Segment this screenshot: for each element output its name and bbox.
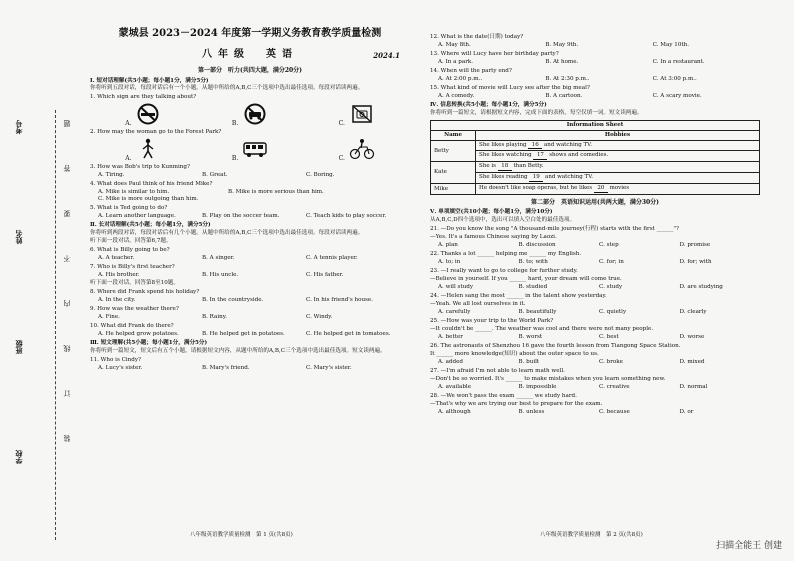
q25-options bbox=[438, 334, 760, 341]
part-1-heading: 第一部分 听力(共四大题，满分20分) bbox=[197, 67, 303, 74]
q7-option-c: C. His father. bbox=[306, 272, 344, 279]
q4-options-row2 bbox=[98, 196, 410, 203]
page-2-footer: 八年级英语教学质量检测 第 2 页(共8页) bbox=[540, 532, 643, 538]
q12-option-b: B. May 9th. bbox=[545, 41, 579, 48]
q9-options bbox=[98, 314, 410, 321]
q10-options bbox=[98, 331, 410, 338]
binding-mark: 线 bbox=[63, 345, 71, 352]
blank-17[interactable]: 17 bbox=[533, 152, 547, 160]
hobby-text: She likes watching bbox=[479, 152, 532, 159]
q1-option-a: A. bbox=[125, 103, 161, 128]
question-21: 21. —Do you know the song "A thousand-mile journey(行程) starts with the first ______"? bbox=[430, 226, 679, 233]
scanner-watermark: 扫描全能王 创建 bbox=[716, 541, 782, 551]
section-2-title: Ⅱ. 长对话理解(共5小题；每小题1分，满分5分) bbox=[90, 222, 211, 229]
section-5-instructions: 从A,B,C,D四个选项中，选出可以填入空白处的最佳选项。 bbox=[430, 217, 576, 224]
question-8: 8. Where did Frank spend his holiday? bbox=[90, 289, 200, 296]
question-22: 22. Thanks a lot ______ helping me ______ my English. bbox=[430, 251, 582, 258]
section-4-instructions: 你将听到一篇短文，请根据短文内容，完成下面的表格，每空仅填一词。短文读两遍。 bbox=[430, 109, 643, 116]
q8-option-a: A. In the city. bbox=[98, 297, 136, 304]
section-3-instructions: 你将听到一篇短文，短文后有五个小题。请根据短文内容，从题中所给的A,B,C三个选项中选出最佳选项。短文读两遍。 bbox=[90, 348, 386, 355]
q15-option-b: B. A cartoon. bbox=[545, 92, 583, 99]
q4-option-c: C. Mike is more outgoing than him. bbox=[98, 196, 199, 203]
question-24-reply: —Yeah. We all lost ourselves in it. bbox=[430, 301, 526, 308]
q14-options bbox=[438, 76, 760, 83]
q1-options bbox=[90, 104, 410, 126]
q2-option-a: A. bbox=[125, 138, 161, 163]
q22-option-c: C. for; in bbox=[599, 259, 624, 266]
q22-options bbox=[438, 259, 760, 266]
question-28-reply: —That's why we are trying our best to prepare for the exam. bbox=[430, 401, 603, 408]
table-row bbox=[431, 184, 760, 195]
question-7: 7. Who is Billy's first teacher? bbox=[90, 264, 175, 271]
question-5: 5. What is Ted going to do? bbox=[90, 205, 168, 212]
grade-subject-text: 八年级 英语 bbox=[202, 48, 298, 60]
bus-icon bbox=[242, 138, 268, 160]
q27-option-d: D. normal bbox=[679, 384, 708, 391]
q7-option-a: A. His brother. bbox=[98, 272, 140, 279]
blank-18[interactable]: 18 bbox=[498, 163, 512, 171]
section-1-title: Ⅰ. 短对话理解(共5小题；每小题1分，满分5分) bbox=[90, 77, 209, 84]
question-3: 3. How was Bob's trip to Kunming? bbox=[90, 164, 190, 171]
q11-option-b: B. Mary's friend. bbox=[202, 365, 250, 372]
q27-option-b: B. impossible bbox=[518, 384, 557, 391]
q3-options bbox=[98, 172, 410, 179]
q1-option-c: C. bbox=[339, 103, 375, 128]
q23-option-c: C. study bbox=[599, 284, 623, 291]
no-photos-icon bbox=[349, 103, 375, 125]
q5-option-b: B. Play on the soccer team. bbox=[202, 213, 280, 220]
hobby-text: shows and comedies. bbox=[549, 152, 609, 159]
blank-16[interactable]: 16 bbox=[528, 142, 542, 150]
q6-options bbox=[98, 255, 410, 262]
q14-option-c: C. At 3:00 p.m.. bbox=[652, 75, 697, 82]
hobby-text: He doesn't like soap operas, but he likes bbox=[479, 185, 593, 192]
q9-option-c: C. Windy. bbox=[306, 314, 333, 321]
bicycle-icon bbox=[349, 138, 375, 160]
q2-option-b: B. bbox=[232, 138, 268, 163]
row-name-betty: Betty bbox=[431, 140, 476, 162]
hobby-text: She is bbox=[479, 163, 496, 170]
q27-option-c: C. creative bbox=[599, 384, 630, 391]
q8-option-c: C. In his friend's house. bbox=[306, 297, 374, 304]
q22-option-a: A. to; in bbox=[438, 259, 461, 266]
q8-option-b: B. In the countryside. bbox=[202, 297, 264, 304]
question-6: 6. What is Billy going to be? bbox=[90, 247, 170, 254]
question-13: 13. Where will Lucy have her birthday party? bbox=[430, 50, 559, 57]
q15-options bbox=[438, 93, 760, 100]
q26-option-a: A. added bbox=[438, 359, 463, 366]
question-1: 1. Which sign are they talking about? bbox=[90, 94, 197, 101]
q5-option-c: C. Teach kids to play soccer. bbox=[306, 213, 387, 220]
q27-options bbox=[438, 384, 760, 391]
table-row bbox=[431, 151, 760, 162]
table-row bbox=[431, 162, 760, 173]
q28-option-a: A. although bbox=[438, 409, 471, 416]
q12-option-a: A. May 8th. bbox=[438, 41, 471, 48]
q14-option-b: B. At 2:30 p.m.. bbox=[545, 75, 590, 82]
binding-mark: 题 bbox=[63, 120, 71, 127]
q9-option-b: B. Rainy. bbox=[202, 314, 227, 321]
page-1-footer: 八年级英语教学质量检测 第 1 页(共8页) bbox=[190, 532, 293, 538]
section-5-title: Ⅴ. 单项填空(共10小题；每小题1分，满分10分) bbox=[430, 209, 553, 216]
q11-options bbox=[98, 365, 410, 372]
field-exam-number: 考号 bbox=[14, 120, 23, 134]
q2-option-c: C. bbox=[339, 138, 375, 163]
q24-options bbox=[438, 309, 760, 316]
q23-option-d: D. are studying bbox=[679, 284, 723, 291]
information-sheet-table bbox=[430, 120, 760, 195]
q21-option-b: B. discussion bbox=[518, 242, 556, 249]
q21-option-c: C. step bbox=[599, 242, 619, 249]
q25-option-b: B. worst bbox=[518, 334, 543, 341]
q15-option-c: C. A scary movie. bbox=[652, 92, 702, 99]
hobby-cell bbox=[476, 173, 760, 184]
q15-option-a: A. A comedy. bbox=[438, 92, 475, 99]
q23-option-a: A. will study bbox=[438, 284, 473, 291]
table-header-name: Name bbox=[431, 130, 476, 140]
q27-option-a: A. available bbox=[438, 384, 472, 391]
q6-option-c: C. A tennis player. bbox=[306, 255, 358, 262]
q3-option-a: A. Tiring. bbox=[98, 172, 125, 179]
binding-line bbox=[55, 110, 56, 540]
table-row bbox=[431, 140, 760, 151]
question-28: 28. —We won't pass the exam ______ we study hard. bbox=[430, 393, 577, 400]
field-class: 班级 bbox=[14, 340, 23, 354]
q11-option-a: A. Lucy's sister. bbox=[98, 365, 143, 372]
q24-option-c: C. quietly bbox=[599, 309, 627, 316]
hobby-cell bbox=[476, 140, 760, 151]
no-cars-icon bbox=[242, 103, 268, 125]
q28-option-d: D. or bbox=[679, 409, 694, 416]
question-14: 14. When will the party end? bbox=[430, 67, 512, 74]
blank-19[interactable]: 19 bbox=[529, 174, 543, 182]
q26-option-d: D. mixed bbox=[679, 359, 705, 366]
q8-options bbox=[98, 297, 410, 304]
q5-option-a: A. Learn another language. bbox=[98, 213, 176, 220]
q26-options bbox=[438, 359, 760, 366]
hobby-text: She likes playing bbox=[479, 141, 527, 148]
q13-option-a: A. In a park. bbox=[438, 58, 474, 65]
q21-option-d: D. promise bbox=[679, 242, 711, 249]
question-4: 4. What does Paul think of his friend Mike? bbox=[90, 181, 213, 188]
q25-option-d: D. worse bbox=[679, 334, 705, 341]
q10-option-a: A. He helped grow potatoes. bbox=[98, 331, 179, 338]
question-21-reply: —Yes. It's a famous Chinese saying by Laozi. bbox=[430, 234, 557, 241]
section-1-instructions: 你将听到五段对话，每段对话后有一个小题。从题中所给的A,B,C三个选项中选出最佳选项。每段对话读两遍。 bbox=[90, 85, 364, 92]
q10-option-b: B. He helped get in potatoes. bbox=[202, 331, 285, 338]
page-1 bbox=[90, 8, 410, 372]
row-name-mike: Mike bbox=[431, 184, 476, 195]
q13-option-b: B. At home. bbox=[545, 58, 579, 65]
conversation-1-note: 听下面一段对话，回答第6,7题。 bbox=[90, 238, 172, 245]
q23-options bbox=[438, 284, 760, 291]
q11-option-c: C. Mary's sister. bbox=[306, 365, 352, 372]
question-25: 25. —How was your trip to the World Park? bbox=[430, 318, 554, 325]
grade-subject bbox=[90, 49, 410, 62]
question-24: 24. —Helen sang the most ______ in the talent show yesterday. bbox=[430, 293, 607, 300]
q26-option-c: C. broke bbox=[599, 359, 623, 366]
q22-option-d: D. for; with bbox=[679, 259, 712, 266]
q4-option-b: B. Mike is more serious than him. bbox=[228, 189, 324, 196]
part-2-heading: 第二部分 英语知识运用(共两大题，满分30分) bbox=[530, 198, 660, 206]
q4-options bbox=[98, 189, 410, 196]
q13-option-c: C. In a restaurant. bbox=[652, 58, 705, 65]
hobby-cell bbox=[476, 151, 760, 162]
exam-title: 蒙城县 2023－2024 年度第一学期义务教育教学质量检测 bbox=[118, 28, 382, 39]
blank-20[interactable]: 20 bbox=[594, 185, 608, 193]
section-2-instructions: 你将听到两段对话，每段对话后有几个小题。从题中所给的A,B,C三个选项中选出最佳选项。每段对话读两遍。 bbox=[90, 230, 364, 237]
question-9: 9. How was the weather there? bbox=[90, 306, 179, 313]
q28-option-b: B. unless bbox=[518, 409, 545, 416]
q4-option-a: A. Mike is similar to him. bbox=[98, 189, 170, 196]
table-header-hobbies: Hobbies bbox=[476, 130, 760, 140]
question-15: 15. What kind of movie will Lucy see after the big meal? bbox=[430, 84, 590, 91]
q21-option-a: A. plan bbox=[438, 242, 458, 249]
q24-option-b: B. beautifully bbox=[518, 309, 557, 316]
question-10: 10. What did Frank do there? bbox=[90, 323, 174, 330]
binding-margin bbox=[0, 0, 92, 540]
question-26-line2: It ______ more knowledge(知识) about the outer space to us. bbox=[430, 351, 599, 358]
q12-options bbox=[438, 42, 760, 49]
question-12: 12. What is the date(日期) today? bbox=[430, 34, 524, 40]
section-3-title: Ⅲ. 短文理解(共5小题；每小题1分，满分5分) bbox=[90, 340, 208, 347]
q7-option-b: B. His uncle. bbox=[202, 272, 239, 279]
q13-options bbox=[438, 59, 760, 66]
q25-option-c: C. best bbox=[599, 334, 619, 341]
q28-option-c: C. because bbox=[599, 409, 630, 416]
q6-option-a: A. A teacher. bbox=[98, 255, 135, 262]
hobby-cell bbox=[476, 184, 760, 195]
question-27-reply: —Don't be so worried. It's ______ to make mistakes when you learn something new. bbox=[430, 376, 666, 383]
question-2: 2. How may the woman go to the Forest Park? bbox=[90, 129, 222, 136]
q10-option-c: C. He helped get in tomatoes. bbox=[306, 331, 391, 338]
question-23: 23. —I really want to go to college for further study. bbox=[430, 268, 578, 275]
exam-date: 2024.1 bbox=[373, 50, 400, 60]
question-23-reply: —Believe in yourself. If you ______ hard, your dream will come true. bbox=[430, 276, 622, 283]
q28-options bbox=[438, 409, 760, 416]
q6-option-b: B. A singer. bbox=[202, 255, 235, 262]
q7-options bbox=[98, 272, 410, 279]
q26-option-b: B. built bbox=[518, 359, 540, 366]
hobby-cell bbox=[476, 162, 760, 173]
hobby-text: movies bbox=[609, 185, 630, 192]
q12-option-c: C. May 10th. bbox=[652, 41, 690, 48]
q1-option-b: B. bbox=[232, 103, 268, 128]
binding-mark: 答 bbox=[63, 165, 71, 172]
walking-icon bbox=[135, 138, 161, 160]
table-title: Information Sheet bbox=[431, 120, 760, 130]
q9-option-a: A. Fine. bbox=[98, 314, 120, 321]
q21-options bbox=[438, 242, 760, 249]
binding-mark: 要 bbox=[63, 210, 71, 217]
q5-options bbox=[98, 213, 410, 220]
question-11: 11. Who is Cindy? bbox=[90, 357, 142, 364]
question-26: 26. The astronauts of Shenzhou 16 gave the fourth lesson from Tiangong Space Station. bbox=[430, 343, 681, 350]
field-school: 学校 bbox=[14, 450, 23, 464]
conversation-2-note: 听下面一段对话，回答第8至10题。 bbox=[90, 280, 179, 287]
q2-options bbox=[90, 139, 410, 161]
hobby-text: and watching TV. bbox=[544, 141, 592, 148]
binding-mark: 订 bbox=[63, 390, 71, 397]
hobby-text: and watching TV. bbox=[545, 174, 593, 181]
q22-option-b: B. to; with bbox=[518, 259, 548, 266]
field-name: 姓名 bbox=[14, 230, 23, 244]
q3-option-b: B. Great. bbox=[202, 172, 228, 179]
section-4-title: Ⅳ. 信息转换(共5小题；每小题1分，满分5分) bbox=[430, 101, 547, 108]
hobby-text: than Betty. bbox=[513, 163, 544, 170]
row-name-kate: Kate bbox=[431, 162, 476, 184]
q24-option-a: A. carefully bbox=[438, 309, 471, 316]
binding-mark: 不 bbox=[63, 255, 71, 262]
question-27: 27. —I'm afraid I'm not able to learn math well. bbox=[430, 368, 565, 375]
table-row bbox=[431, 173, 760, 184]
binding-mark: 内 bbox=[63, 300, 71, 307]
q14-option-a: A. At 2:00 p.m.. bbox=[438, 75, 483, 82]
q24-option-d: D. clearly bbox=[679, 309, 707, 316]
page-2 bbox=[430, 8, 760, 416]
hobby-text: She likes reading bbox=[479, 174, 528, 181]
q25-option-a: A. better bbox=[438, 334, 463, 341]
no-smoking-icon bbox=[135, 103, 161, 125]
question-25-reply: —It couldn't be ______. The weather was cool and there were not many people. bbox=[430, 326, 654, 333]
q23-option-b: B. studied bbox=[518, 284, 548, 291]
binding-mark: 装 bbox=[63, 435, 71, 442]
q3-option-c: C. Boring. bbox=[306, 172, 335, 179]
